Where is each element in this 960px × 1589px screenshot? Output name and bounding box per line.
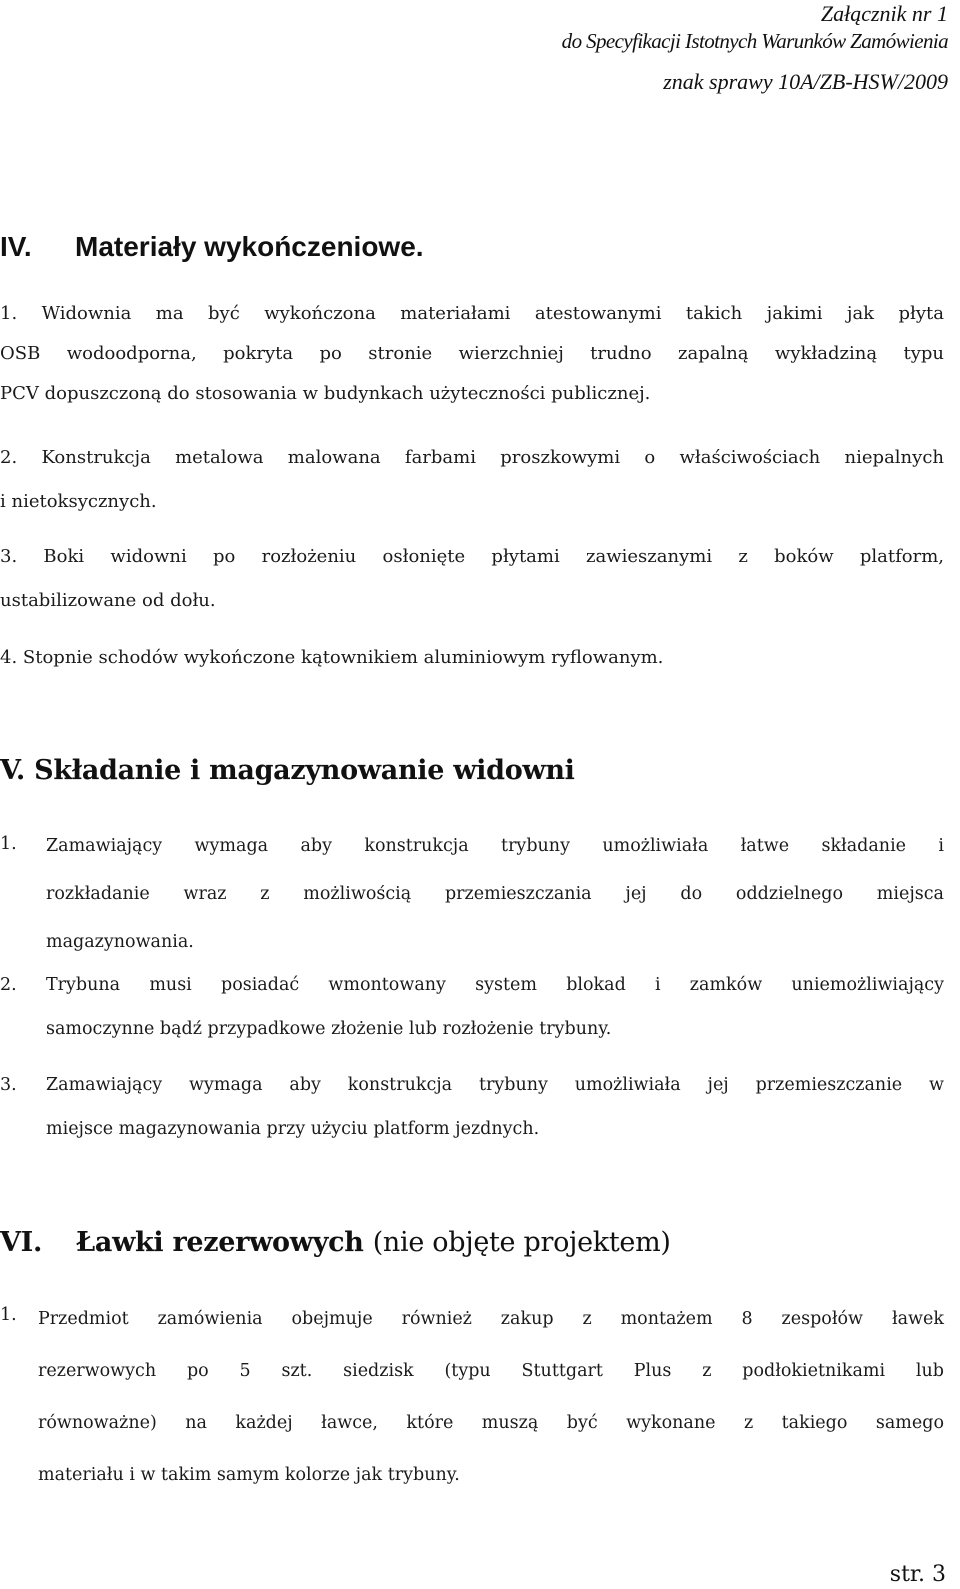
line: materiału i w takim samym kolorze jak trybuny. (38, 1465, 460, 1485)
section-5-item-2-number: 2. (0, 975, 17, 995)
line: OSB wodoodporna, pokryta po stronie wierzchniej trudno zapalną wykładziną typu (0, 343, 944, 364)
line: Zamawiający wymaga aby konstrukcja trybuny umożliwiała łatwe składanie i (46, 836, 944, 856)
line: 1. Widownia ma być wykończona materiałami atestowanymi takich jakimi jak płyta (0, 303, 944, 324)
section-5-item-3 (46, 1063, 944, 1151)
line: ustabilizowane od dołu. (0, 590, 216, 611)
section-6-item-1 (38, 1293, 944, 1501)
line: 4. Stopnie schodów wykończone kątownikiem aluminiowym ryflowanym. (0, 647, 664, 668)
line: 2. Konstrukcja metalowa malowana farbami proszkowymi o właściwościach niepalnych (0, 447, 944, 468)
case-number: znak sprawy 10A/ZB-HSW/2009 (663, 69, 948, 94)
section-6-title-bold: Ławki rezerwowych (76, 1227, 364, 1258)
section-4-title: Materiały wykończeniowe. (75, 231, 424, 262)
section-4-item-1 (0, 294, 944, 414)
line: Przedmiot zamówienia obejmuje również zakup z montażem 8 zespołów ławek (38, 1309, 944, 1329)
line: 3. Boki widowni po rozłożeniu osłonięte płytami zawieszanymi z boków platform, (0, 546, 944, 567)
line: równoważne) na każdej ławce, które muszą być wykonane z takiego samego (38, 1413, 944, 1433)
line: magazynowania. (46, 932, 194, 952)
line: Trybuna musi posiadać wmontowany system blokad i zamków uniemożliwiający (46, 975, 944, 995)
line: Zamawiający wymaga aby konstrukcja trybuny umożliwiała jej przemieszczanie w (46, 1075, 944, 1095)
section-5-item-1-number: 1. (0, 834, 17, 854)
section-6-title (76, 1227, 671, 1258)
section-5-item-1 (46, 822, 944, 966)
section-6-number: VI. (0, 1227, 43, 1258)
section-5-title: V. Składanie i magazynowanie widowni (0, 755, 575, 786)
line: PCV dopuszczoną do stosowania w budynkach użyteczności publicznej. (0, 383, 651, 404)
section-4-number: IV. (0, 231, 32, 262)
section-4-item-3 (0, 535, 944, 623)
line: miejsce magazynowania przy użyciu platform jezdnych. (46, 1119, 540, 1139)
section-6-title-note: (nie objęte projektem) (372, 1227, 671, 1258)
page-number: str. 3 (889, 1562, 946, 1587)
line: i nietoksycznych. (0, 491, 157, 512)
attachment-label: Załącznik nr 1 (820, 1, 948, 26)
section-4-item-4 (0, 638, 944, 678)
line: rozkładanie wraz z możliwością przemieszczania jej do oddzielnego miejsca (46, 884, 944, 904)
section-4-item-2 (0, 436, 944, 524)
section-5-item-2 (46, 963, 944, 1051)
line: rezerwowych po 5 szt. siedzisk (typu Stuttgart Plus z podłokietnikami lub (38, 1361, 944, 1381)
spec-label: do Specyfikacji Istotnych Warunków Zamówienia (561, 29, 948, 53)
section-5-item-3-number: 3. (0, 1075, 17, 1095)
line: samoczynne bądź przypadkowe złożenie lub rozłożenie trybuny. (46, 1019, 612, 1039)
section-6-item-1-number: 1. (0, 1305, 17, 1325)
